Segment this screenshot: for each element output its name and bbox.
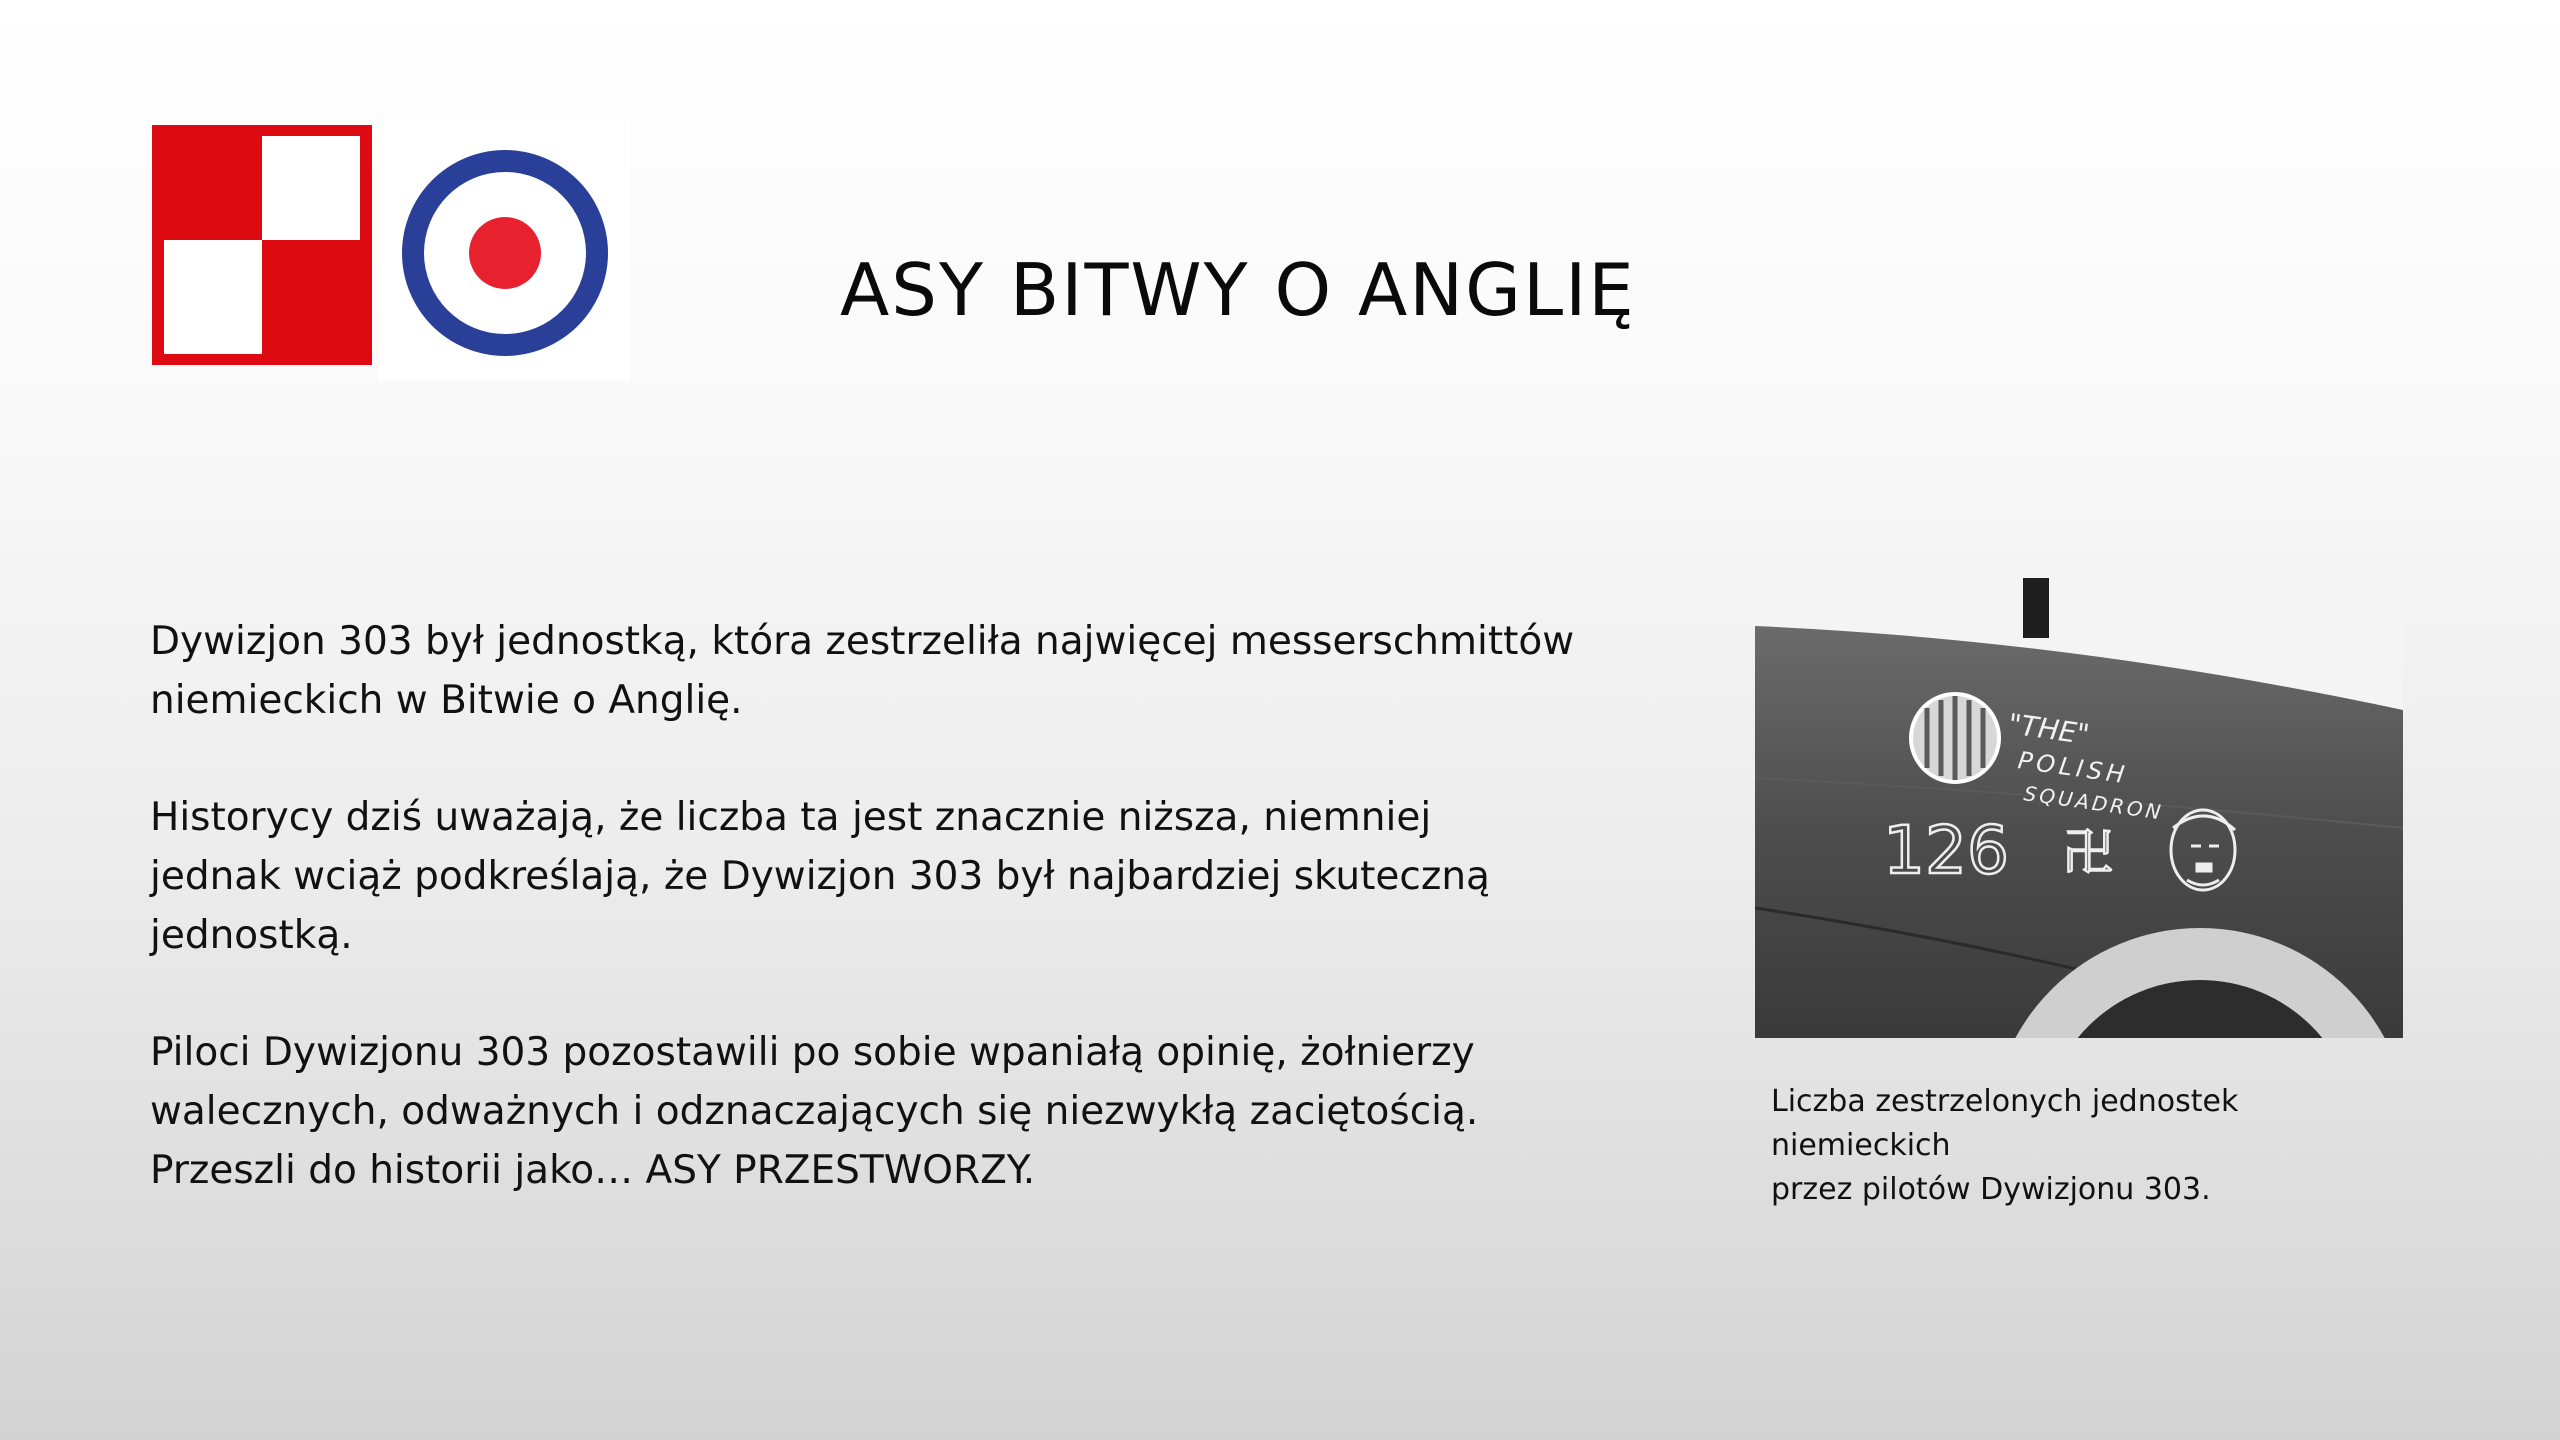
caption-line-2: przez pilotów Dywizjonu 303. [1771, 1172, 2211, 1207]
paragraph-2 [150, 788, 1650, 965]
caption-line-1: Liczba zestrzelonych jednostek niemieckich [1771, 1084, 2239, 1163]
antenna-mast [2023, 578, 2049, 638]
paragraph-2-line-2: jednak wciąż podkreślają, że Dywizjon 303 był najbardziej skuteczną [150, 854, 1490, 899]
paragraph-1-line-1: Dywizjon 303 był jednostką, która zestrzeliła najwięcej messerschmittów [150, 619, 1575, 664]
paragraph-3-line-2: walecznych, odważnych i odznaczających się niezwykłą zaciętością. [150, 1089, 1479, 1134]
aircraft-fuselage-image [1755, 578, 2403, 1038]
paragraph-3-line-3: Przeszli do historii jako… ASY PRZESTWORZY. [150, 1148, 1036, 1193]
paragraph-1 [150, 612, 1650, 730]
squadron-photo [1755, 578, 2403, 1038]
paragraph-3 [150, 1023, 1650, 1200]
photo-label-polish: POLISH [2016, 746, 2131, 790]
photo-label-the: "THE" [2006, 707, 2092, 752]
paragraph-3-line-1: Piloci Dywizjonu 303 pozostawili po sobie wpaniałą opinię, żołnierzy [150, 1030, 1475, 1075]
raf-roundel-icon [378, 118, 630, 380]
photo-swastika-mark: 卍 [2063, 824, 2113, 882]
photo-caption [1771, 1080, 2411, 1212]
slide-title: ASY BITWY O ANGLIĘ [840, 248, 1636, 332]
paragraph-2-line-3: jednostką. [150, 913, 353, 958]
slide-body [150, 612, 1650, 1258]
checkerboard-icon [152, 125, 372, 365]
paragraph-2-line-1: Historycy dziś uważają, że liczba ta jest znacznie niższa, niemniej [150, 795, 1432, 840]
logo-emblems [130, 118, 630, 380]
photo-label-squadron: SQUADRON [2022, 781, 2166, 825]
photo-kill-tally: 126 [1883, 812, 2009, 889]
paragraph-1-line-2: niemieckich w Bitwie o Anglię. [150, 678, 743, 723]
